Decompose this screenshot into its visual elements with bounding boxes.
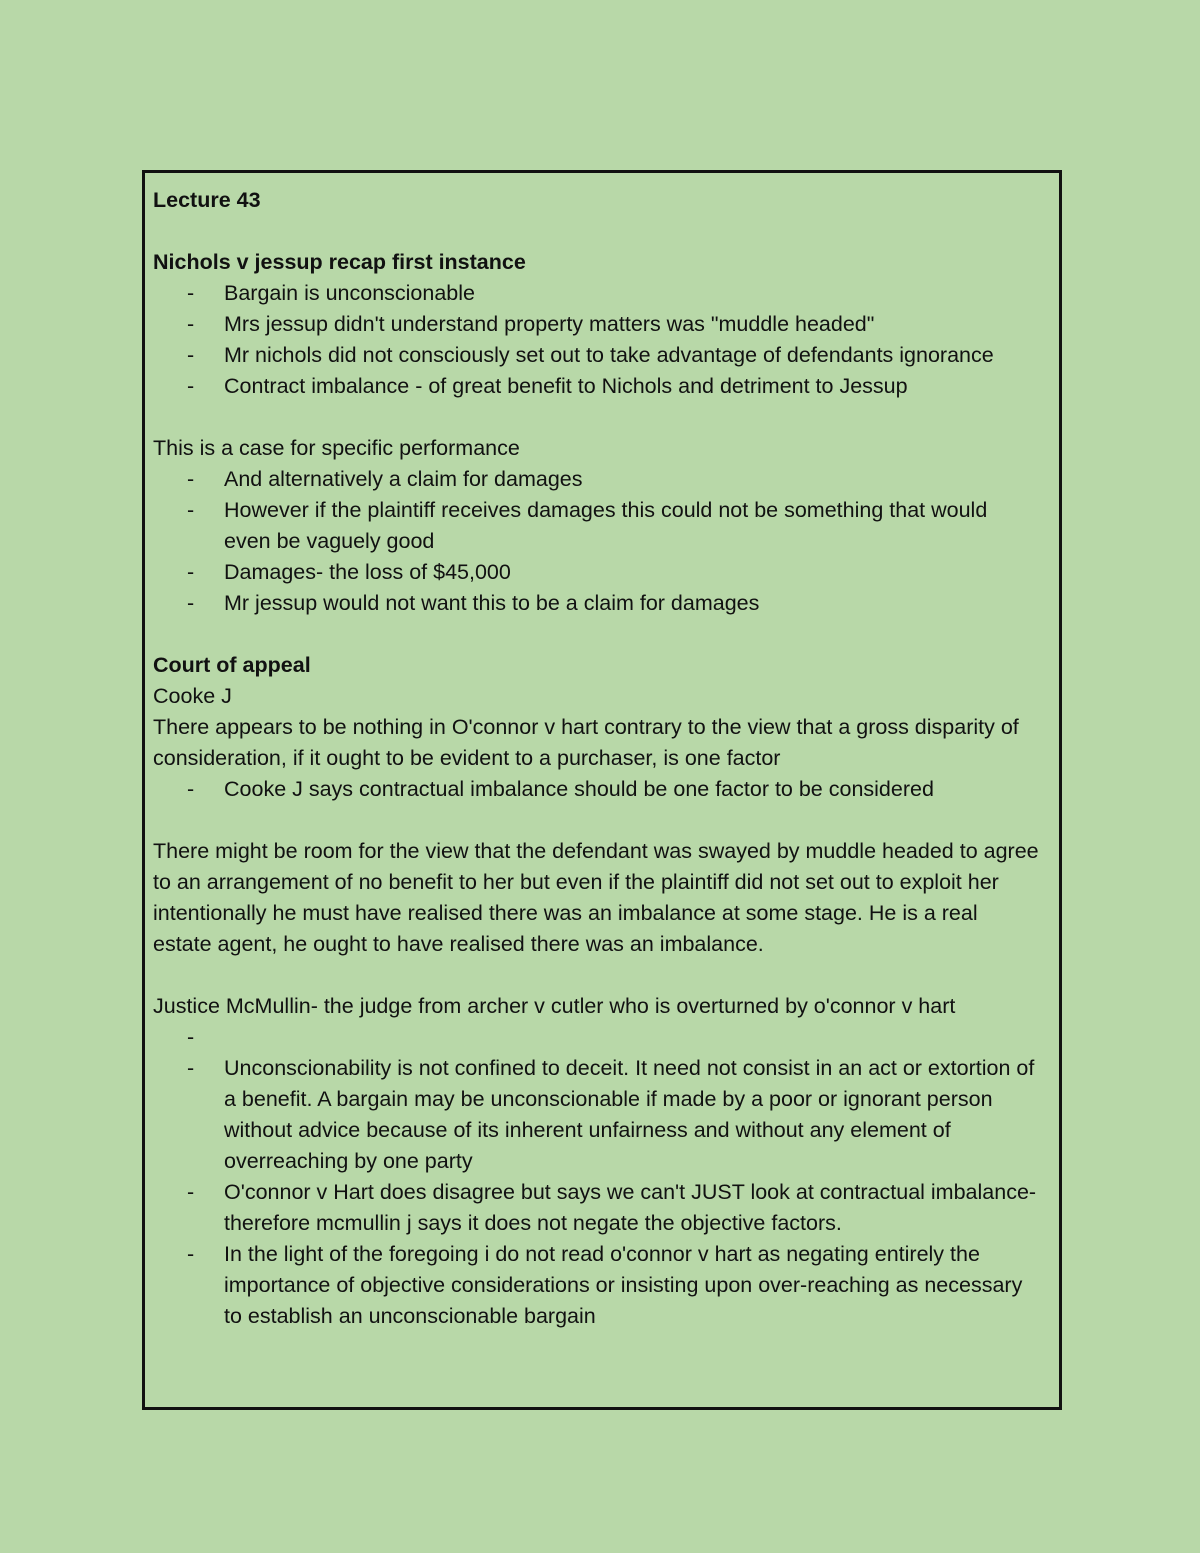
list-item-text: Unconscionability is not confined to deceit. It need not consist in an act or extortion of a benefit. A bargain may be unconscionable if made by a poor or ignorant person without advice because of its inherent unfairness and without any element of overreaching by one party (224, 1056, 1035, 1173)
list-item (153, 1177, 1039, 1239)
list-item-text: Mr nichols did not consciously set out to take advantage of defendants ignorance (224, 343, 994, 367)
section-heading-court-of-appeal: Court of appeal (153, 653, 311, 677)
list-item-text: Cooke J says contractual imbalance should be one factor to be considered (224, 777, 934, 801)
bullet-dash: - (187, 374, 195, 398)
bullet-dash: - (187, 777, 195, 801)
list-item (153, 278, 1039, 309)
list-item-text: Mrs jessup didn't understand property matters was "muddle headed" (224, 312, 875, 336)
specific-performance-intro: This is a case for specific performance (153, 436, 520, 460)
bullet-dash: - (187, 1056, 195, 1080)
list-item (153, 1239, 1039, 1332)
spacer (153, 619, 1039, 650)
bullet-dash: - (187, 467, 195, 491)
mcmullin-intro: Justice McMullin- the judge from archer v cutler who is overturned by o'connor v hart (153, 994, 956, 1018)
list-item (153, 464, 1039, 495)
list-item-text: And alternatively a claim for damages (224, 467, 583, 491)
spacer (153, 402, 1039, 433)
list-item (153, 588, 1039, 619)
list-item (153, 1053, 1039, 1177)
judge-name: Cooke J (153, 684, 232, 708)
list-item (153, 774, 1039, 805)
list-item (153, 309, 1039, 340)
section-heading-first-instance: Nichols v jessup recap first instance (153, 250, 526, 274)
paragraph: There might be room for the view that the defendant was swayed by muddle headed to agree to an arrangement of no benefit to her but even if the plaintiff did not set out to exploit her intentionally he must have realised there was an imbalance at some stage. He is a real estate agent, he ought to have realised there was an imbalance. (153, 839, 1039, 956)
document-frame (142, 170, 1062, 1410)
list-item-text: Contract imbalance - of great benefit to Nichols and detriment to Jessup (224, 374, 908, 398)
bullet-dash: - (187, 591, 195, 615)
list-item (153, 557, 1039, 588)
bullet-dash: - (187, 281, 195, 305)
list-item (153, 495, 1039, 557)
list-item (153, 1022, 1039, 1053)
list-item-text: However if the plaintiff receives damages this could not be something that would even be vaguely good (224, 498, 988, 553)
list-item-text: Mr jessup would not want this to be a claim for damages (224, 591, 760, 615)
bullet-dash: - (187, 560, 195, 584)
list-item-text: Damages- the loss of $45,000 (224, 560, 511, 584)
paragraph: There appears to be nothing in O'connor v hart contrary to the view that a gross disparity of consideration, if it ought to be evident to a purchaser, is one factor (153, 715, 1019, 770)
spacer (153, 960, 1039, 991)
spacer (153, 805, 1039, 836)
bullet-dash: - (187, 498, 195, 522)
spacer (153, 216, 1039, 247)
list-item (153, 371, 1039, 402)
lecture-title: Lecture 43 (153, 188, 261, 212)
bullet-dash: - (187, 1025, 195, 1049)
document-content (153, 185, 1039, 1332)
list-item-text: Bargain is unconscionable (224, 281, 475, 305)
bullet-dash: - (187, 1242, 195, 1266)
list-item-text: O'connor v Hart does disagree but says we can't JUST look at contractual imbalance- therefore mcmullin j says it does not negate the objective factors. (224, 1180, 1037, 1235)
bullet-dash: - (187, 312, 195, 336)
list-item (153, 340, 1039, 371)
list-item-text: In the light of the foregoing i do not read o'connor v hart as negating entirely the importance of objective considerations or insisting upon over-reaching as necessary to establish an unconscionable bargain (224, 1242, 1023, 1328)
bullet-dash: - (187, 343, 195, 367)
bullet-dash: - (187, 1180, 195, 1204)
